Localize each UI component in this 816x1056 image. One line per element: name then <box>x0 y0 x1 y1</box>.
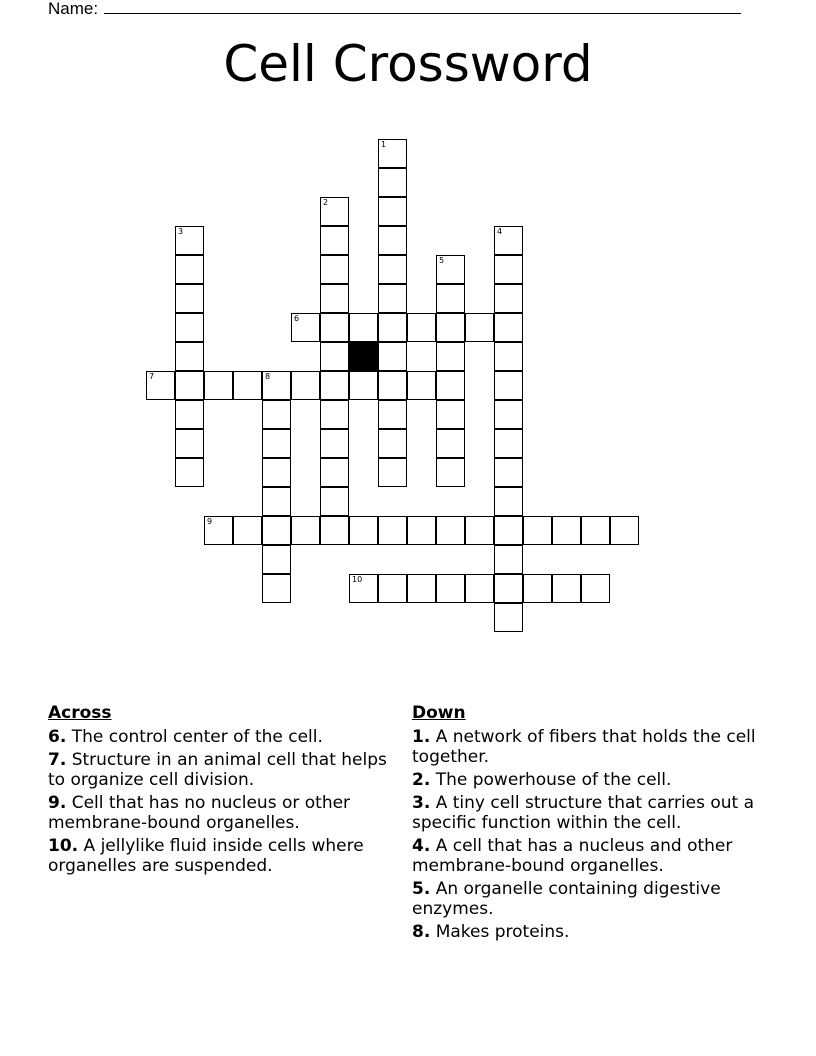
cell-number: 9 <box>207 517 213 526</box>
clue-down <box>412 836 772 876</box>
grid-cell[interactable] <box>436 313 465 342</box>
grid-cell[interactable] <box>407 574 436 603</box>
grid-cell[interactable] <box>523 574 552 603</box>
grid-cell[interactable] <box>552 574 581 603</box>
cell-number: 3 <box>178 227 184 236</box>
grid-cell[interactable] <box>175 429 204 458</box>
grid-cell[interactable] <box>349 574 378 603</box>
grid-cell[interactable] <box>262 487 291 516</box>
clue-text: A jellylike fluid inside cells where organelles are suspended. <box>48 836 364 876</box>
clue-number: 1. <box>412 727 431 747</box>
grid-cell[interactable] <box>378 400 407 429</box>
grid-cell[interactable] <box>378 458 407 487</box>
clue-number: 2. <box>412 770 431 790</box>
grid-cell[interactable] <box>436 516 465 545</box>
grid-cell[interactable] <box>436 429 465 458</box>
clue-text: A tiny cell structure that carries out a specific function within the cell. <box>412 793 755 833</box>
down-clues <box>412 703 772 945</box>
grid-cell[interactable] <box>494 545 523 574</box>
grid-cell[interactable] <box>175 255 204 284</box>
cell-number: 2 <box>323 198 329 207</box>
grid-cell[interactable] <box>494 429 523 458</box>
grid-cell[interactable] <box>291 313 320 342</box>
grid-cell[interactable] <box>262 400 291 429</box>
grid-cell[interactable] <box>320 400 349 429</box>
grid-cell[interactable] <box>494 371 523 400</box>
grid-cell[interactable] <box>175 284 204 313</box>
grid-cell[interactable] <box>175 342 204 371</box>
grid-cell[interactable] <box>320 255 349 284</box>
grid-cell[interactable] <box>407 371 436 400</box>
grid-cell[interactable] <box>581 516 610 545</box>
grid-cell[interactable] <box>204 516 233 545</box>
cell-number: 4 <box>497 227 503 236</box>
grid-cell[interactable] <box>523 516 552 545</box>
clue-down <box>412 770 772 790</box>
grid-cell[interactable] <box>262 516 291 545</box>
across-heading: Across <box>48 703 112 723</box>
grid-cell[interactable] <box>320 429 349 458</box>
grid-cell[interactable] <box>465 574 494 603</box>
grid-cell[interactable] <box>378 168 407 197</box>
grid-cell[interactable] <box>262 371 291 400</box>
clue-across <box>48 836 398 876</box>
grid-cell[interactable] <box>494 603 523 632</box>
grid-cell[interactable] <box>436 574 465 603</box>
clue-text: Structure in an animal cell that helps to organize cell division. <box>48 750 387 790</box>
grid-cell[interactable] <box>494 487 523 516</box>
clue-number: 3. <box>412 793 431 813</box>
grid-cell[interactable] <box>494 284 523 313</box>
grid-cell[interactable] <box>262 458 291 487</box>
grid-cell[interactable] <box>320 342 349 371</box>
grid-cell[interactable] <box>436 400 465 429</box>
grid-cell[interactable] <box>175 226 204 255</box>
across-clues <box>48 703 398 879</box>
grid-cell[interactable] <box>378 574 407 603</box>
name-label: Name: <box>48 0 99 18</box>
grid-cell[interactable] <box>378 516 407 545</box>
clue-number: 10. <box>48 836 79 856</box>
grid-cell[interactable] <box>436 458 465 487</box>
clue-number: 6. <box>48 727 67 747</box>
clue-text: The powerhouse of the cell. <box>435 770 672 790</box>
grid-cell[interactable] <box>320 371 349 400</box>
grid-cell[interactable] <box>204 371 233 400</box>
grid-cell[interactable] <box>378 284 407 313</box>
grid-cell[interactable] <box>233 516 262 545</box>
clue-across <box>48 793 398 833</box>
grid-cell[interactable] <box>581 574 610 603</box>
grid-cell[interactable] <box>175 313 204 342</box>
clue-text: An organelle containing digestive enzymes. <box>412 879 721 919</box>
grid-cell[interactable] <box>378 342 407 371</box>
grid-cell[interactable] <box>320 226 349 255</box>
grid-cell[interactable] <box>494 516 523 545</box>
clue-text: A cell that has a nucleus and other membrane-bound organelles. <box>412 836 733 876</box>
clue-text: The control center of the cell. <box>71 727 323 747</box>
grid-cell[interactable] <box>349 516 378 545</box>
clue-down <box>412 793 772 833</box>
grid-cell[interactable] <box>436 342 465 371</box>
grid-cell[interactable] <box>262 545 291 574</box>
grid-block <box>349 342 378 371</box>
clue-number: 8. <box>412 922 431 942</box>
grid-cell[interactable] <box>436 255 465 284</box>
grid-cell[interactable] <box>494 255 523 284</box>
grid-cell[interactable] <box>465 516 494 545</box>
grid-cell[interactable] <box>320 284 349 313</box>
grid-cell[interactable] <box>494 313 523 342</box>
grid-cell[interactable] <box>320 313 349 342</box>
grid-cell[interactable] <box>494 574 523 603</box>
grid-cell[interactable] <box>494 342 523 371</box>
grid-cell[interactable] <box>378 197 407 226</box>
down-heading: Down <box>412 703 466 723</box>
grid-cell[interactable] <box>175 371 204 400</box>
clue-number: 7. <box>48 750 67 770</box>
grid-cell[interactable] <box>378 313 407 342</box>
clue-down <box>412 922 772 942</box>
grid-cell[interactable] <box>378 226 407 255</box>
clue-number: 9. <box>48 793 67 813</box>
cell-number: 5 <box>439 256 445 265</box>
grid-cell[interactable] <box>349 313 378 342</box>
cell-number: 6 <box>294 314 300 323</box>
page-title: Cell Crossword <box>223 35 593 93</box>
grid-cell[interactable] <box>349 371 378 400</box>
clue-number: 5. <box>412 879 431 899</box>
grid-cell[interactable] <box>262 574 291 603</box>
grid-cell[interactable] <box>291 371 320 400</box>
grid-cell[interactable] <box>175 400 204 429</box>
grid-cell[interactable] <box>378 139 407 168</box>
clue-text: Makes proteins. <box>435 922 570 942</box>
grid-cell[interactable] <box>494 226 523 255</box>
clue-down <box>412 879 772 919</box>
grid-cell[interactable] <box>262 429 291 458</box>
name-field[interactable] <box>104 13 741 14</box>
clue-down <box>412 727 772 767</box>
grid-cell[interactable] <box>436 371 465 400</box>
clue-number: 4. <box>412 836 431 856</box>
cell-number: 1 <box>381 140 387 149</box>
clue-text: Cell that has no nucleus or other membrane-bound organelles. <box>48 793 351 833</box>
cell-number: 10 <box>352 575 363 584</box>
grid-cell[interactable] <box>146 371 175 400</box>
clue-across <box>48 750 398 790</box>
grid-cell[interactable] <box>494 400 523 429</box>
grid-cell[interactable] <box>175 458 204 487</box>
grid-cell[interactable] <box>407 313 436 342</box>
grid-cell[interactable] <box>320 516 349 545</box>
grid-cell[interactable] <box>320 197 349 226</box>
grid-cell[interactable] <box>610 516 639 545</box>
grid-cell[interactable] <box>233 371 262 400</box>
grid-cell[interactable] <box>436 284 465 313</box>
cell-number: 8 <box>265 372 271 381</box>
grid-cell[interactable] <box>552 516 581 545</box>
grid-cell[interactable] <box>320 487 349 516</box>
grid-cell[interactable] <box>378 371 407 400</box>
grid-cell[interactable] <box>407 516 436 545</box>
grid-cell[interactable] <box>291 516 320 545</box>
clue-text: A network of fibers that holds the cell together. <box>412 727 756 767</box>
clue-across <box>48 727 398 747</box>
grid-cell[interactable] <box>494 458 523 487</box>
grid-cell[interactable] <box>378 429 407 458</box>
grid-cell[interactable] <box>378 255 407 284</box>
grid-cell[interactable] <box>320 458 349 487</box>
grid-cell[interactable] <box>465 313 494 342</box>
cell-number: 7 <box>149 372 155 381</box>
